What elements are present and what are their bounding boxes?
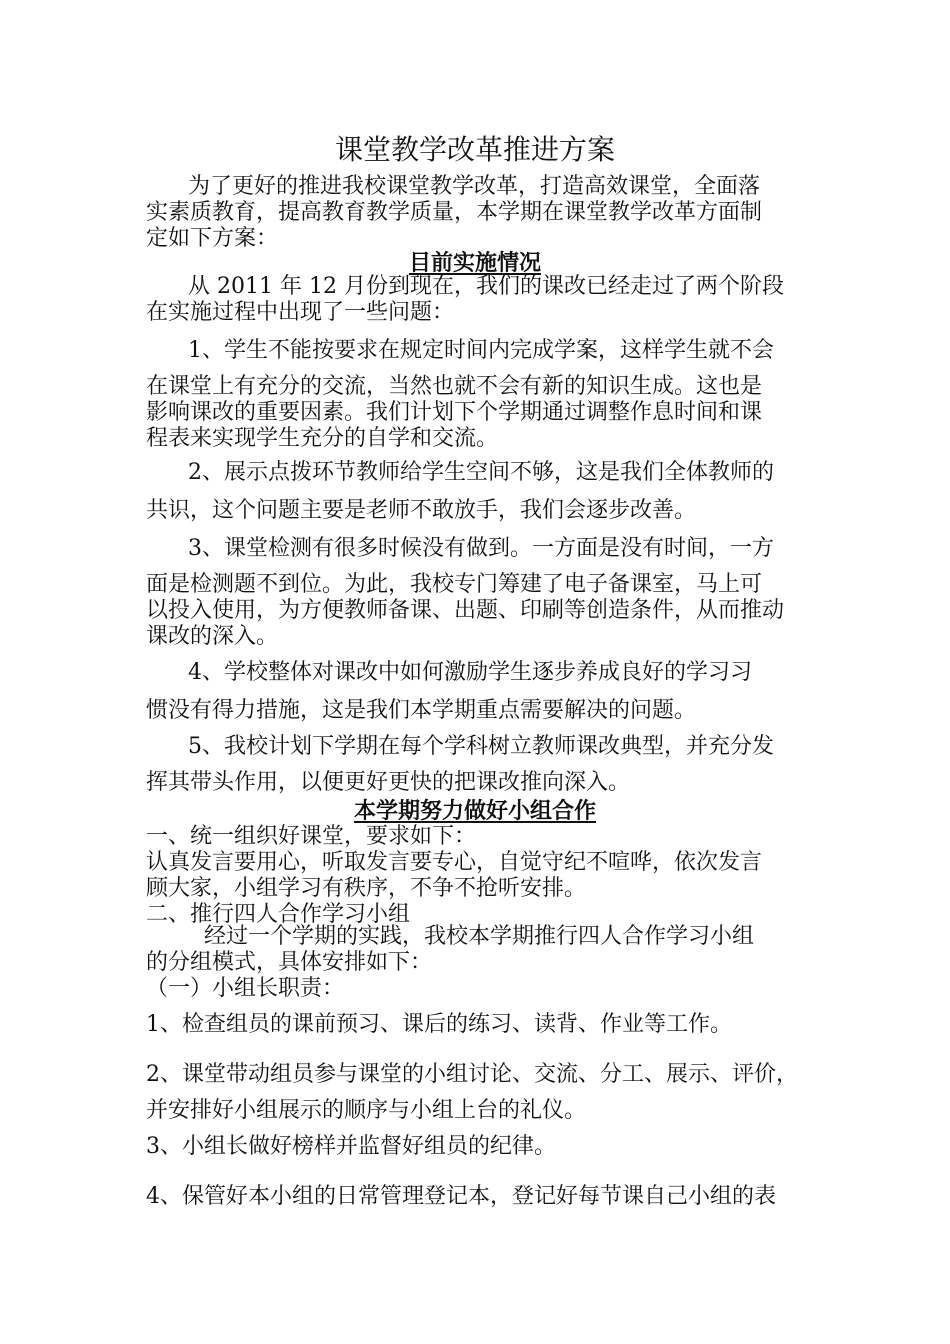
paragraph-line: 3、课堂检测有很多时候没有做到。一方面是没有时间，一方 [188,536,774,561]
section-heading-text: 目前实施情况 [408,250,541,276]
intro-line: 定如下方案： [146,226,279,251]
paragraph-line: 4、学校整体对课改中如何激励学生逐步养成良好的学习习 [188,660,752,685]
intro-line: 实素质教育，提高教育教学质量，本学期在课堂教学改革方面制 [146,200,763,225]
paragraph-line: 在课堂上有充分的交流，当然也就不会有新的知识生成。这也是 [146,374,763,399]
paragraph-line: 1、学生不能按要求在规定时间内完成学案，这样学生就不会 [188,338,774,363]
intro-line: 为了更好的推进我校课堂教学改革，打造高效课堂，全面落 [188,174,761,199]
list-item: 3、小组长做好榜样并监督好组员的纪律。 [146,1134,556,1159]
paragraph-line: 课改的深入。 [146,624,279,649]
paragraph-line: 二、推行四人合作学习小组 [146,902,411,927]
paragraph-line: 面是检测题不到位。为此，我校专门筹建了电子备课室，马上可 [146,572,763,597]
paragraph-line: 从 2011 年 12 月份到现在，我们的课改已经走过了两个阶段 [188,274,784,299]
section-heading-current-status [0,250,950,276]
paragraph-line: 在实施过程中出现了一些问题： [146,300,455,325]
paragraph-line: 认真发言要用心，听取发言要专心，自觉守纪不喧哗，依次发言 [146,850,763,875]
paragraph-line: 的分组模式，具体安排如下： [146,950,433,975]
list-item: 1、检查组员的课前预习、课后的练习、读背、作业等工作。 [146,1012,732,1037]
paragraph-line: 顾大家，小组学习有秩序，不争不抢听安排。 [146,876,587,901]
paragraph-line: 程表来实现学生充分的自学和交流。 [146,426,499,451]
paragraph-line: 共识，这个问题主要是老师不敢放手，我们会逐步改善。 [146,498,697,523]
paragraph-line: 惯没有得力措施，这是我们本学期重点需要解决的问题。 [146,698,697,723]
paragraph-line: 以投入使用，为方便教师备课、出题、印刷等创造条件，从而推动 [146,598,785,623]
section-heading-group-cooperation [0,798,950,824]
paragraph-line: （一）小组长职责： [146,976,345,1001]
section-heading-text: 本学期努力做好小组合作 [353,798,596,824]
paragraph-line: 2、展示点拨环节教师给学生空间不够，这是我们全体教师的 [188,460,774,485]
paragraph-line: 经过一个学期的实践，我校本学期推行四人合作学习小组 [204,924,755,949]
paragraph-line: 5、我校计划下学期在每个学科树立教师课改典型，并充分发 [188,734,774,759]
paragraph-line: 一、统一组织好课堂，要求如下： [146,824,477,849]
paragraph-line: 影响课改的重要因素。我们计划下个学期通过调整作息时间和课 [146,400,763,425]
list-item: 4、保管好本小组的日常管理登记本，登记好每节课自己小组的表 [146,1184,776,1209]
list-item: 2、课堂带动组员参与课堂的小组讨论、交流、分工、展示、评价， [146,1062,798,1087]
document-title: 课堂教学改革推进方案 [334,133,615,166]
paragraph-line: 挥其带头作用，以便更好更快的把课改推向深入。 [146,770,631,795]
list-item-continuation: 并安排好小组展示的顺序与小组上台的礼仪。 [146,1098,587,1123]
